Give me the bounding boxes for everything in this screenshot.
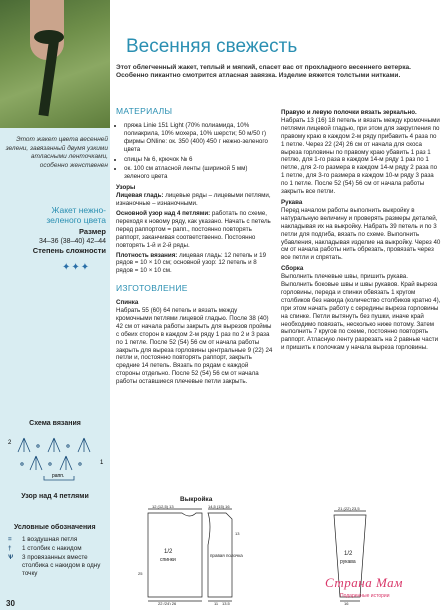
pattern-title: Выкройка xyxy=(180,496,213,503)
sleeve-text: Перед началом работы выполнить выкройку в натуральную величину и проверять размеры деталей, накладывая их на выкройку. Набрать 39 петель и по 3 петли для подгиба, вязать по схеме. Выполнить убавления, накладывая изделие на выкройку. Через 40 см от начала работы нить обрезать, провязать через все петли и спрятать. xyxy=(281,206,441,262)
legend-text: 1 столбик с накидом xyxy=(22,545,82,552)
stitch-schema xyxy=(4,430,108,486)
legend xyxy=(8,536,108,579)
pattern-main: Основной узор над 4 петлями: работать по схеме, переходя к новому ряду, как указано. Начать с петель перед раппортом = рапп., постоянно повторять раппорт, заканчивая соответственно. Постоянно повторять 1-й и 2-й ряды. xyxy=(116,209,271,249)
schema-caption: Узор над 4 петлями xyxy=(21,493,89,500)
dim-top-front: 14,5 (15) 16 xyxy=(208,505,230,509)
assembly-text: Выполнить плечевые швы, пришить рукава. Выполнить боковые швы и швы рукавов. Край выреза горловины, переда и спинки обвязать 1 кругом столбиков без накида (количество столбиков кратно 4), при этом начать работу с середины выреза горловины на спинке. Петли вытянуть без пушки, иначе край необходимо повязать, несколько ниже потому. Затем выполнить 7 кругов по схеме, постоянно повторять раппорт. Атласную ленту разрезать на 2 равные части и пришить к полочкам у начала выреза горловины. xyxy=(281,273,441,352)
back-text: Набрать 55 (60) 64 петель и вязать между кромочными петлями лицевой гладью. После 38 (40) 42 см от начала работы закрыть для вырезов проймы с обеих сторон в каждом 2-м ряду 1 раз по 2 и 3 раза по 1 петле. После 52 (54) 56 см от начала работы закрыть для выреза горловины центральные 9 (22) 24 петли и, постоянно повторять раппорт, закрыть средние 14 петель. Вязать по рядам с каждой стороны отдельно. После 52 (54) 56 см от начала работы оставшиеся плечевые петли закрыть. xyxy=(116,307,273,386)
schema-row-1-label: 1 xyxy=(100,460,104,466)
left-column xyxy=(116,104,274,388)
model-title xyxy=(4,205,106,225)
back-title: Спинка xyxy=(116,299,139,307)
dim-side: 25 xyxy=(138,571,143,576)
schema-title: Схема вязания xyxy=(29,420,81,427)
material-item: • пряжа Linie 151 Light (70% полиамида, 10% полиакрила, 10% мохера, 10% шерсти; 50 м/50 г) фирмы ONline: ок. 350 (400) 450 г нежно-зеленого цвета xyxy=(124,122,274,154)
size-values: 34–36 (38–40) 42–44 xyxy=(39,238,106,245)
model-title-line1: Жакет нежно- xyxy=(51,205,106,215)
legend-text: 1 воздушная петля xyxy=(22,536,78,543)
size-block xyxy=(4,227,106,256)
sleeve-label: 1/2 xyxy=(344,551,353,557)
cluster-stitch-icon: Ѱ xyxy=(8,554,14,561)
sleeve-sublabel: рукава xyxy=(340,559,356,565)
legend-item xyxy=(8,545,108,553)
dim-side2: 13 xyxy=(235,531,240,536)
dim-top-sleeve: 21 (22) 23,5 xyxy=(338,506,360,511)
schema-row-2-label: 2 xyxy=(8,440,12,446)
legend-title: Условные обозначения xyxy=(14,524,96,531)
materials-heading: МАТЕРИАЛЫ xyxy=(116,106,173,116)
material-item: • спицы № 6, крючок № 6 xyxy=(124,156,274,164)
dim-bottom-back: 22 (24) 26 xyxy=(158,601,177,605)
front-text: Набрать 13 (16) 18 петель и вязать между кромочными петлями лицевой гладью, при этом для закругления по правому краю в каждом 2-м ряду прибавить 4 раза по 1 петле. Через 22 (24) 26 см от начала для скоса выреза горловины по правому краю убавить 1 раз 1 петлю, для 1-го раза в каждом 14-м ряду 1 раз по 1 петле, для 2-го размера в каждом 14-м ряду 2 раза по 1 петле, для 3-го размера в каждом 10-м ряду 3 раза по 1 петле. После 52 (54) 56 см от начала работы закрыть все петли. xyxy=(281,116,440,196)
chain-stitch-icon: = xyxy=(8,536,12,543)
sidebar xyxy=(0,0,110,610)
dim-bottom-front: 11 xyxy=(214,601,219,605)
back-sublabel: спинки xyxy=(160,557,176,563)
legend-text: 3 провязанных вместе столбика с накидом в одну точку xyxy=(22,554,101,577)
front-title: Правую и левую полочки вязать зеркально. xyxy=(281,109,417,116)
intro-text: Этот облегченный жакет, теплый и мягкий, спасет вас от прохладного весеннего ветерка. Особенно пикантно смотрится атласная завязка. Изделие вяжется толстыми нитками. xyxy=(116,64,411,80)
legend-item xyxy=(8,554,108,578)
material-item: • ок. 100 см атласной ленты (шириной 5 мм) зеленого цвета xyxy=(124,165,274,181)
legend-item xyxy=(8,536,108,544)
making-heading: ИЗГОТОВЛЕНИЕ xyxy=(116,283,188,294)
patterns-heading: Узоры xyxy=(116,184,136,192)
photo-caption: Этот жакет цвета весенней зелени, завязанный двумя узкими атласными ленточками, особенно женственен xyxy=(5,136,108,169)
back-label: 1/2 xyxy=(164,549,173,555)
gauge: Плотность вязания: лицевая гладь: 12 петель и 19 рядов = 10 × 10 см; основной узор: 12 петель и 8 рядов = 10 × 10 см. xyxy=(116,251,267,275)
watermark-logo: Страна Мам xyxy=(325,575,403,590)
difficulty-label: Степень сложности xyxy=(32,246,106,255)
schema-rapp-label: рапп. xyxy=(52,473,65,479)
dim-bottom-front2: 13,5 xyxy=(222,601,230,605)
jacket-photo xyxy=(0,0,110,128)
watermark-sub: Подаренные истории xyxy=(340,593,390,599)
assembly-title: Сборка xyxy=(281,265,304,273)
front-label: правая полочка xyxy=(210,553,243,558)
double-crochet-icon: † xyxy=(8,545,12,552)
difficulty-stars: ✦✦✦ xyxy=(62,262,91,273)
size-label: Размер xyxy=(78,227,106,236)
dim-top-back: 12 (12,5) 13 xyxy=(152,505,174,509)
model-title-line2: зеленого цвета xyxy=(46,215,106,225)
materials-list xyxy=(116,122,274,181)
page-title: Весенняя свежесть xyxy=(126,36,298,57)
pattern-stockinette: Лицевая гладь: лицевые ряды – лицевыми петлями, изнаночные – изнаночными. xyxy=(116,192,271,208)
page-number: 30 xyxy=(6,599,15,608)
dim-bottom-sleeve: 16 xyxy=(344,601,349,605)
back-pattern-piece xyxy=(148,513,202,597)
sleeve-title: Рукава xyxy=(281,198,303,206)
right-column xyxy=(281,106,441,354)
